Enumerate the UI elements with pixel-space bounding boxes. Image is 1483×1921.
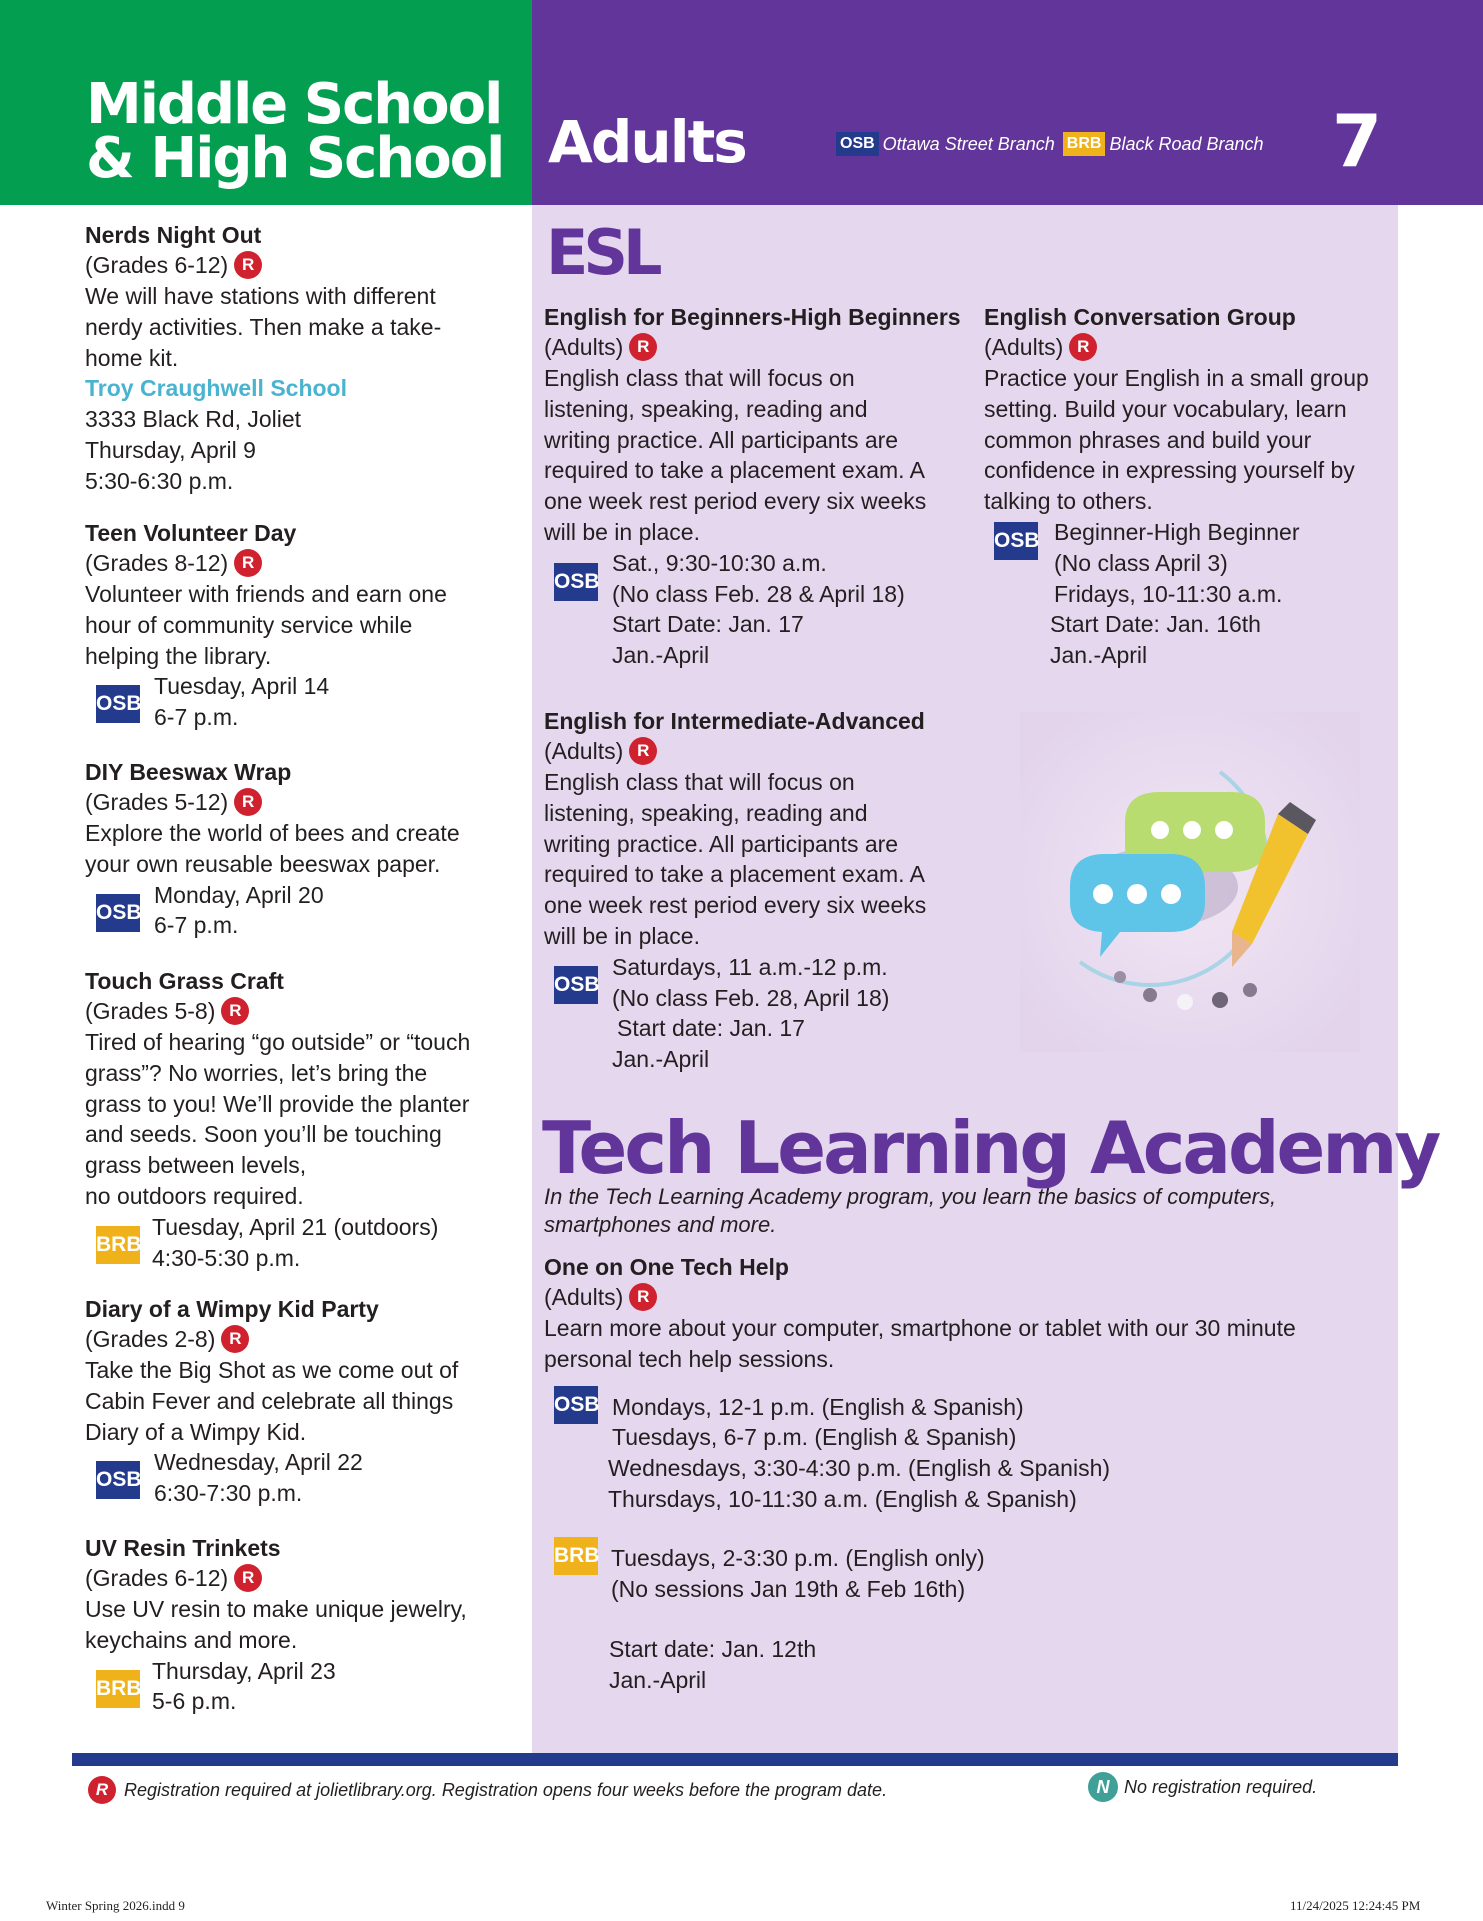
registration-badge: R [88,1776,116,1804]
registration-badge: R [221,1325,249,1353]
event-touch-grass-craft [85,966,525,1273]
program-title: One on One Tech Help [544,1254,789,1280]
event-nerds-night-out [85,220,525,497]
program-desc: Practice your English in a small group setting. Build your vocabulary, learn common phrases and build your confidence in expressing yourself by talking to others. [984,364,1369,515]
event-schedule [85,1212,525,1274]
esl-intermediate [544,706,964,1075]
event-desc: Explore the world of bees and create your own reusable beeswax paper. [85,819,460,877]
osb-branch-tag: OSB [554,1386,598,1424]
esl-heading: ESL [546,216,658,289]
osb-branch-tag: OSB [96,894,140,932]
tech-academy-intro: In the Tech Learning Academy program, you learn the basics of computers, smartphones and more. [544,1184,1277,1237]
header-teen-band [0,0,532,205]
event-grades: (Grades 5-12) [85,789,229,815]
osb-branch-tag: OSB [554,563,598,601]
registration-badge: R [629,333,657,361]
no-registration-badge: N [1088,1772,1118,1802]
branch-legend [836,132,1272,156]
event-title: Touch Grass Craft [85,968,284,994]
event-date: Monday, April 20 [154,881,324,908]
legend-brb-tag: BRB [1063,132,1106,156]
event-wimpy-kid-party [85,1294,525,1509]
event-location-link[interactable]: Troy Craughwell School [85,375,347,402]
program-title: English for Intermediate-Advanced [544,708,925,734]
brb-branch-tag: BRB [554,1537,598,1575]
event-time: 5:30-6:30 p.m. [85,467,234,494]
event-schedule [85,880,525,942]
print-slug-file: Winter Spring 2026.indd 9 [46,1898,185,1913]
event-teen-volunteer-day [85,518,525,733]
esl-beginners [544,302,964,671]
no-registration-note: N No registration required. [1088,1772,1317,1802]
event-time: 4:30-5:30 p.m. [152,1244,301,1271]
program-audience: (Adults) [544,334,624,360]
event-time: 6:30-7:30 p.m. [154,1480,303,1507]
legend-brb-label: Black Road Branch [1109,133,1264,154]
event-date: Tuesday, April 21 (outdoors) [152,1213,439,1240]
section-title-adults: Adults [548,108,746,176]
event-title: DIY Beeswax Wrap [85,759,292,785]
event-schedule [85,1447,525,1509]
event-grades: (Grades 6-12) [85,1565,229,1591]
registration-badge: R [1069,333,1097,361]
event-grades: (Grades 5-8) [85,998,216,1024]
chat-bubbles-illustration [1020,712,1360,1052]
event-uv-resin-trinkets [85,1533,525,1717]
program-schedule: OSB Beginner-High Beginner (No class April 3) Fridays, 10-11:30 a.m. Start Date: Jan. 16th Jan.-April [994,518,1300,669]
registration-badge: R [629,737,657,765]
esl-conversation-group [984,302,1394,671]
registration-badge: R [234,251,262,279]
event-title: Teen Volunteer Day [85,520,297,546]
program-audience: (Adults) [544,1284,624,1310]
event-title: UV Resin Trinkets [85,1535,281,1561]
osb-branch-tag: OSB [994,522,1038,560]
osb-branch-tag: OSB [554,966,598,1004]
event-grades: (Grades 2-8) [85,1326,216,1352]
osb-branch-tag: OSB [96,1461,140,1499]
print-slug-timestamp: 11/24/2025 12:24:45 PM [1290,1898,1421,1913]
osb-branch-tag: OSB [96,685,140,723]
event-desc: Volunteer with friends and earn one hour of community service while helping the library. [85,580,447,669]
event-desc: Tired of hearing “go outside” or “touch grass”? No worries, let’s bring the grass to you! We’ll provide the planter and seeds. Soon you’ll be touching grass between levels, no outdoors required. [85,1028,471,1209]
event-address: 3333 Black Rd, Joliet [85,406,302,433]
osb-schedule: OSB Mondays, 12-1 p.m. (English & Spanish) Tuesdays, 6-7 p.m. (English & Spanish) Wednesdays, 3:30-4:30 p.m. (English & Spanish) Thursdays, 10-11:30 a.m. (English & Spanish) [544,1392,1384,1515]
program-audience: (Adults) [544,738,624,764]
event-desc: Take the Big Shot as we come out of Cabin Fever and celebrate all things Diary of a Wimpy Kid. [85,1356,459,1445]
event-schedule [85,1656,525,1718]
program-schedule: OSB Sat., 9:30-10:30 a.m. (No class Feb. 28 & April 18) Start Date: Jan. 17 Jan.-April [554,549,905,669]
event-time: 5-6 p.m. [152,1688,237,1715]
event-grades: (Grades 6-12) [85,252,229,278]
event-date: Wednesday, April 22 [154,1449,363,1476]
brb-branch-tag: BRB [96,1670,140,1708]
tech-start-info: Start date: Jan. 12th Jan.-April [609,1636,817,1694]
event-date: Thursday, April 9 [85,436,256,463]
event-desc: Use UV resin to make unique jewelry, keychains and more. [85,1595,467,1653]
event-desc: We will have stations with different nerdy activities. Then make a take- home kit. [85,282,442,371]
page-number: 7 [1332,99,1383,183]
program-desc: English class that will focus on listening, speaking, reading and writing practice. All participants are required to take a placement exam. A one week rest period every six weeks will be in place. [544,364,927,545]
event-date: Thursday, April 23 [152,1657,336,1684]
registration-badge: R [234,549,262,577]
registration-badge: R [629,1283,657,1311]
program-title: English for Beginners-High Beginners [544,304,961,330]
event-date: Tuesday, April 14 [154,673,330,700]
section-title-teen: Middle School & High School [86,72,504,191]
registration-badge: R [234,788,262,816]
registration-badge: R [234,1564,262,1592]
event-title: Diary of a Wimpy Kid Party [85,1296,379,1322]
legend-osb-tag: OSB [836,132,879,156]
brb-branch-tag: BRB [96,1226,140,1264]
program-schedule: OSB Saturdays, 11 a.m.-12 p.m. (No class Feb. 28, April 18) Start date: Jan. 17 Jan.-April [554,953,890,1073]
registration-badge: R [221,997,249,1025]
brb-schedule: BRB Tuesdays, 2-3:30 p.m. (English only) (No sessions Jan 19th & Feb 16th) [544,1543,1384,1605]
one-on-one-tech-help [544,1252,1384,1696]
program-title: English Conversation Group [984,304,1296,330]
event-grades: (Grades 8-12) [85,550,229,576]
event-diy-beeswax-wrap [85,757,525,941]
program-desc: Learn more about your computer, smartphone or tablet with our 30 minute personal tech help sessions. [544,1314,1296,1372]
event-time: 6-7 p.m. [154,912,239,939]
event-title: Nerds Night Out [85,222,262,248]
legend-osb-label: Ottawa Street Branch [882,133,1055,154]
tech-academy-heading: Tech Learning Academy [542,1106,1439,1190]
event-schedule [85,671,525,733]
program-audience: (Adults) [984,334,1064,360]
program-desc: English class that will focus on listening, speaking, reading and writing practice. All participants are required to take a placement exam. A one week rest period every six weeks will be in place. [544,768,927,949]
event-time: 6-7 p.m. [154,704,239,731]
registration-note: R Registration required at jolietlibrary.org. Registration opens four weeks before the program date. [88,1776,887,1804]
footer-rule [72,1753,1398,1766]
